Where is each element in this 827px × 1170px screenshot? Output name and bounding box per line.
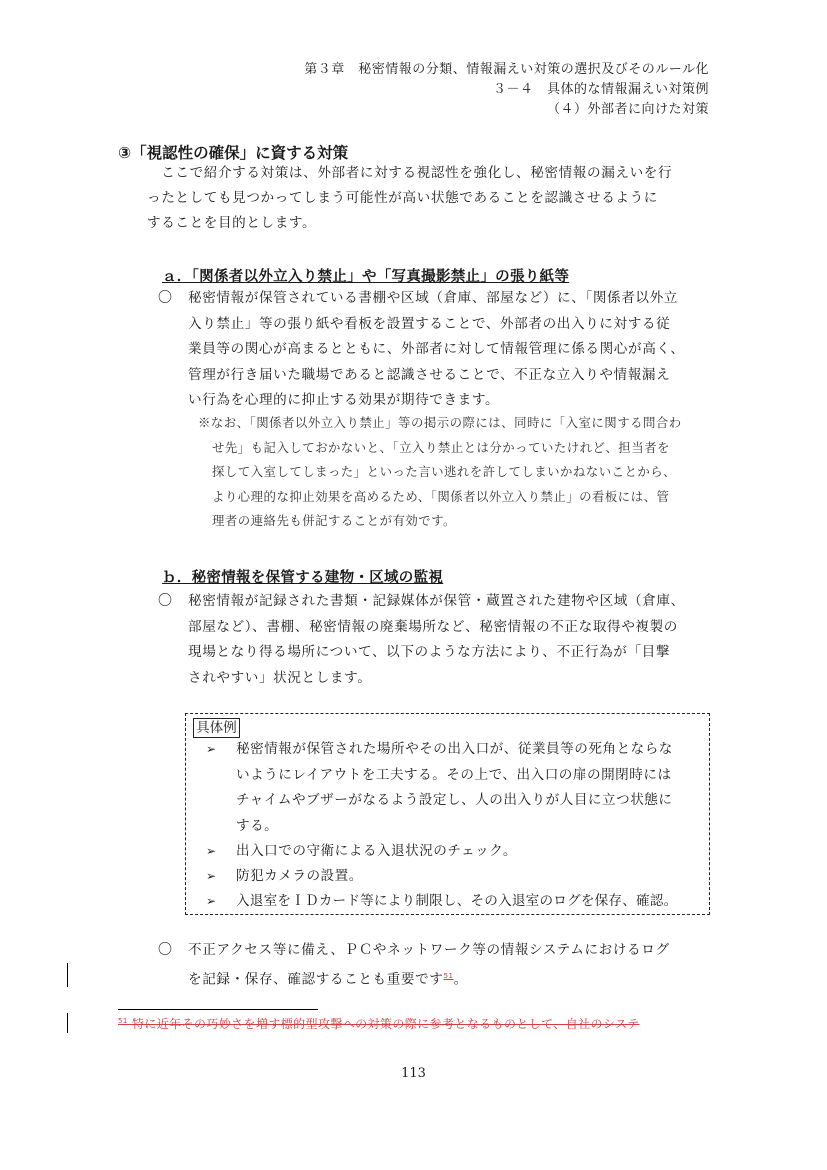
bullet-line: い行為を心理的に抑止する効果が期待できます。: [188, 392, 500, 408]
section-title: ③「視認性の確保」に資する対策: [118, 144, 349, 162]
bullet-line: 管理が行き届いた職場であると認識させることで、不正な立入りや情報漏え: [188, 366, 671, 383]
example-item: [206, 737, 706, 839]
subsection-header: （４）外部者に向けた対策: [546, 102, 709, 117]
intro-line: ったとしても見つかってしまう可能性が高い状態であることを認識させるように: [147, 190, 658, 206]
note-line: 探して入室してしまった」といった言い逃れを許してしまいかねないことから、: [212, 464, 677, 479]
revision-change-bar: [67, 1013, 68, 1033]
example-item: [206, 864, 706, 890]
arrow-bullet-icon: ➢: [206, 894, 217, 908]
circle-bullet-icon: 〇: [158, 290, 173, 306]
bullet-line: 部屋など）、書棚、秘密情報の廃棄場所など、秘密情報の不正な取得や複製の: [188, 618, 678, 635]
bullet-line: [188, 964, 711, 993]
footnote-number: 51: [118, 1017, 128, 1025]
arrow-bullet-icon: ➢: [206, 844, 217, 858]
example-line: 防犯カメラの設置。: [236, 868, 363, 884]
circle-bullet-icon: 〇: [158, 942, 173, 958]
example-item: [206, 889, 709, 915]
page-number: 113: [401, 1066, 426, 1081]
bullet-line: 秘密情報が保管されている書棚や区域（倉庫、部屋など）に、「関係者以外立: [188, 290, 678, 306]
subsection-a-bullet: [158, 286, 711, 414]
bullet-line: 業員等の関心が高まるとともに、外部者に対して情報管理に係る関心が高く、: [188, 341, 685, 357]
example-line: 秘密情報が保管された場所やその出入口が、従業員等の死角とならな: [236, 741, 673, 757]
example-line: 入退室をＩＤカード等により制限し、その入退室のログを保存、確認。: [236, 893, 678, 909]
subsection-b-title: ｂ．秘密情報を保管する建物・区域の監視: [162, 570, 444, 586]
revision-change-bar: [67, 963, 68, 987]
example-line: 出入口での守衛による入退状況のチェック。: [236, 843, 517, 859]
example-box: [185, 713, 710, 915]
bullet-line: 入り禁止」等の張り紙や看板を設置することで、外部者の出入りに対する従: [188, 315, 671, 332]
bullet-line: 不正アクセス等に備え、ＰＣやネットワーク等の情報システムにおけるログ: [188, 942, 670, 958]
footnote-reference[interactable]: 51: [443, 971, 454, 980]
bullet-line: 現場となり得る場所について、以下のような方法により、不正行為が「目撃: [188, 644, 671, 660]
example-line: する。: [236, 817, 279, 834]
note-line: 理者の連絡先も併記することが有効です。: [212, 513, 456, 528]
intro-line: ここで紹介する対策は、外部者に対する視認性を強化し、秘密情報の漏えいを行: [147, 165, 673, 181]
example-line: チャイムやブザーがなるよう設定し、人の出入りが人目に立つ状態に: [236, 792, 673, 808]
intro-line: することを目的とします。: [147, 215, 317, 231]
note-line: せ先」も記入しておかないと、「立入り禁止とは分かっていたけれど、担当者を: [212, 439, 670, 455]
bullet-line-end: 。: [453, 971, 468, 988]
footnote-separator: [118, 1009, 318, 1010]
subsection-a-title: ａ．「関係者以外立入り禁止」や「写真撮影禁止」の張り紙等: [162, 269, 570, 285]
footnote: [118, 1015, 718, 1032]
circle-bullet-icon: 〇: [158, 593, 173, 609]
arrow-bullet-icon: ➢: [206, 869, 217, 883]
section-header: ３－４ 具体的な情報漏えい対策例: [492, 82, 709, 97]
example-item: [206, 839, 706, 865]
footnote-text: 特に近年その巧妙さを増す標的型攻撃への対策の際に参考となるものとして、自社のシステ: [131, 1017, 640, 1031]
log-bullet: [158, 938, 711, 993]
chapter-header: 第３章 秘密情報の分類、情報漏えい対策の選択及びそのルール化: [304, 62, 709, 77]
subsection-b-bullet: [158, 589, 711, 691]
note-line: より心理的な抑止効果を高めるため、「関係者以外立入り禁止」の看板には、管: [212, 488, 670, 504]
note-line: ※なお、「関係者以外立入り禁止」等の掲示の際には、同時に「入室に関する問合わ: [198, 415, 682, 430]
bullet-line-text: を記録・保存、確認することも重要です: [188, 971, 444, 988]
bullet-line: 秘密情報が記録された書類・記録媒体が保管・蔵置された建物や区域（倉庫、: [188, 593, 685, 609]
subsection-a-note: [198, 411, 710, 534]
example-line: いようにレイアウトを工夫する。その上で、出入口の扉の開閉時には: [236, 766, 672, 783]
intro-paragraph: [147, 161, 710, 236]
example-box-label: 具体例: [193, 718, 240, 738]
arrow-bullet-icon: ➢: [206, 742, 217, 756]
bullet-line: されやすい」状況とします。: [188, 669, 372, 686]
